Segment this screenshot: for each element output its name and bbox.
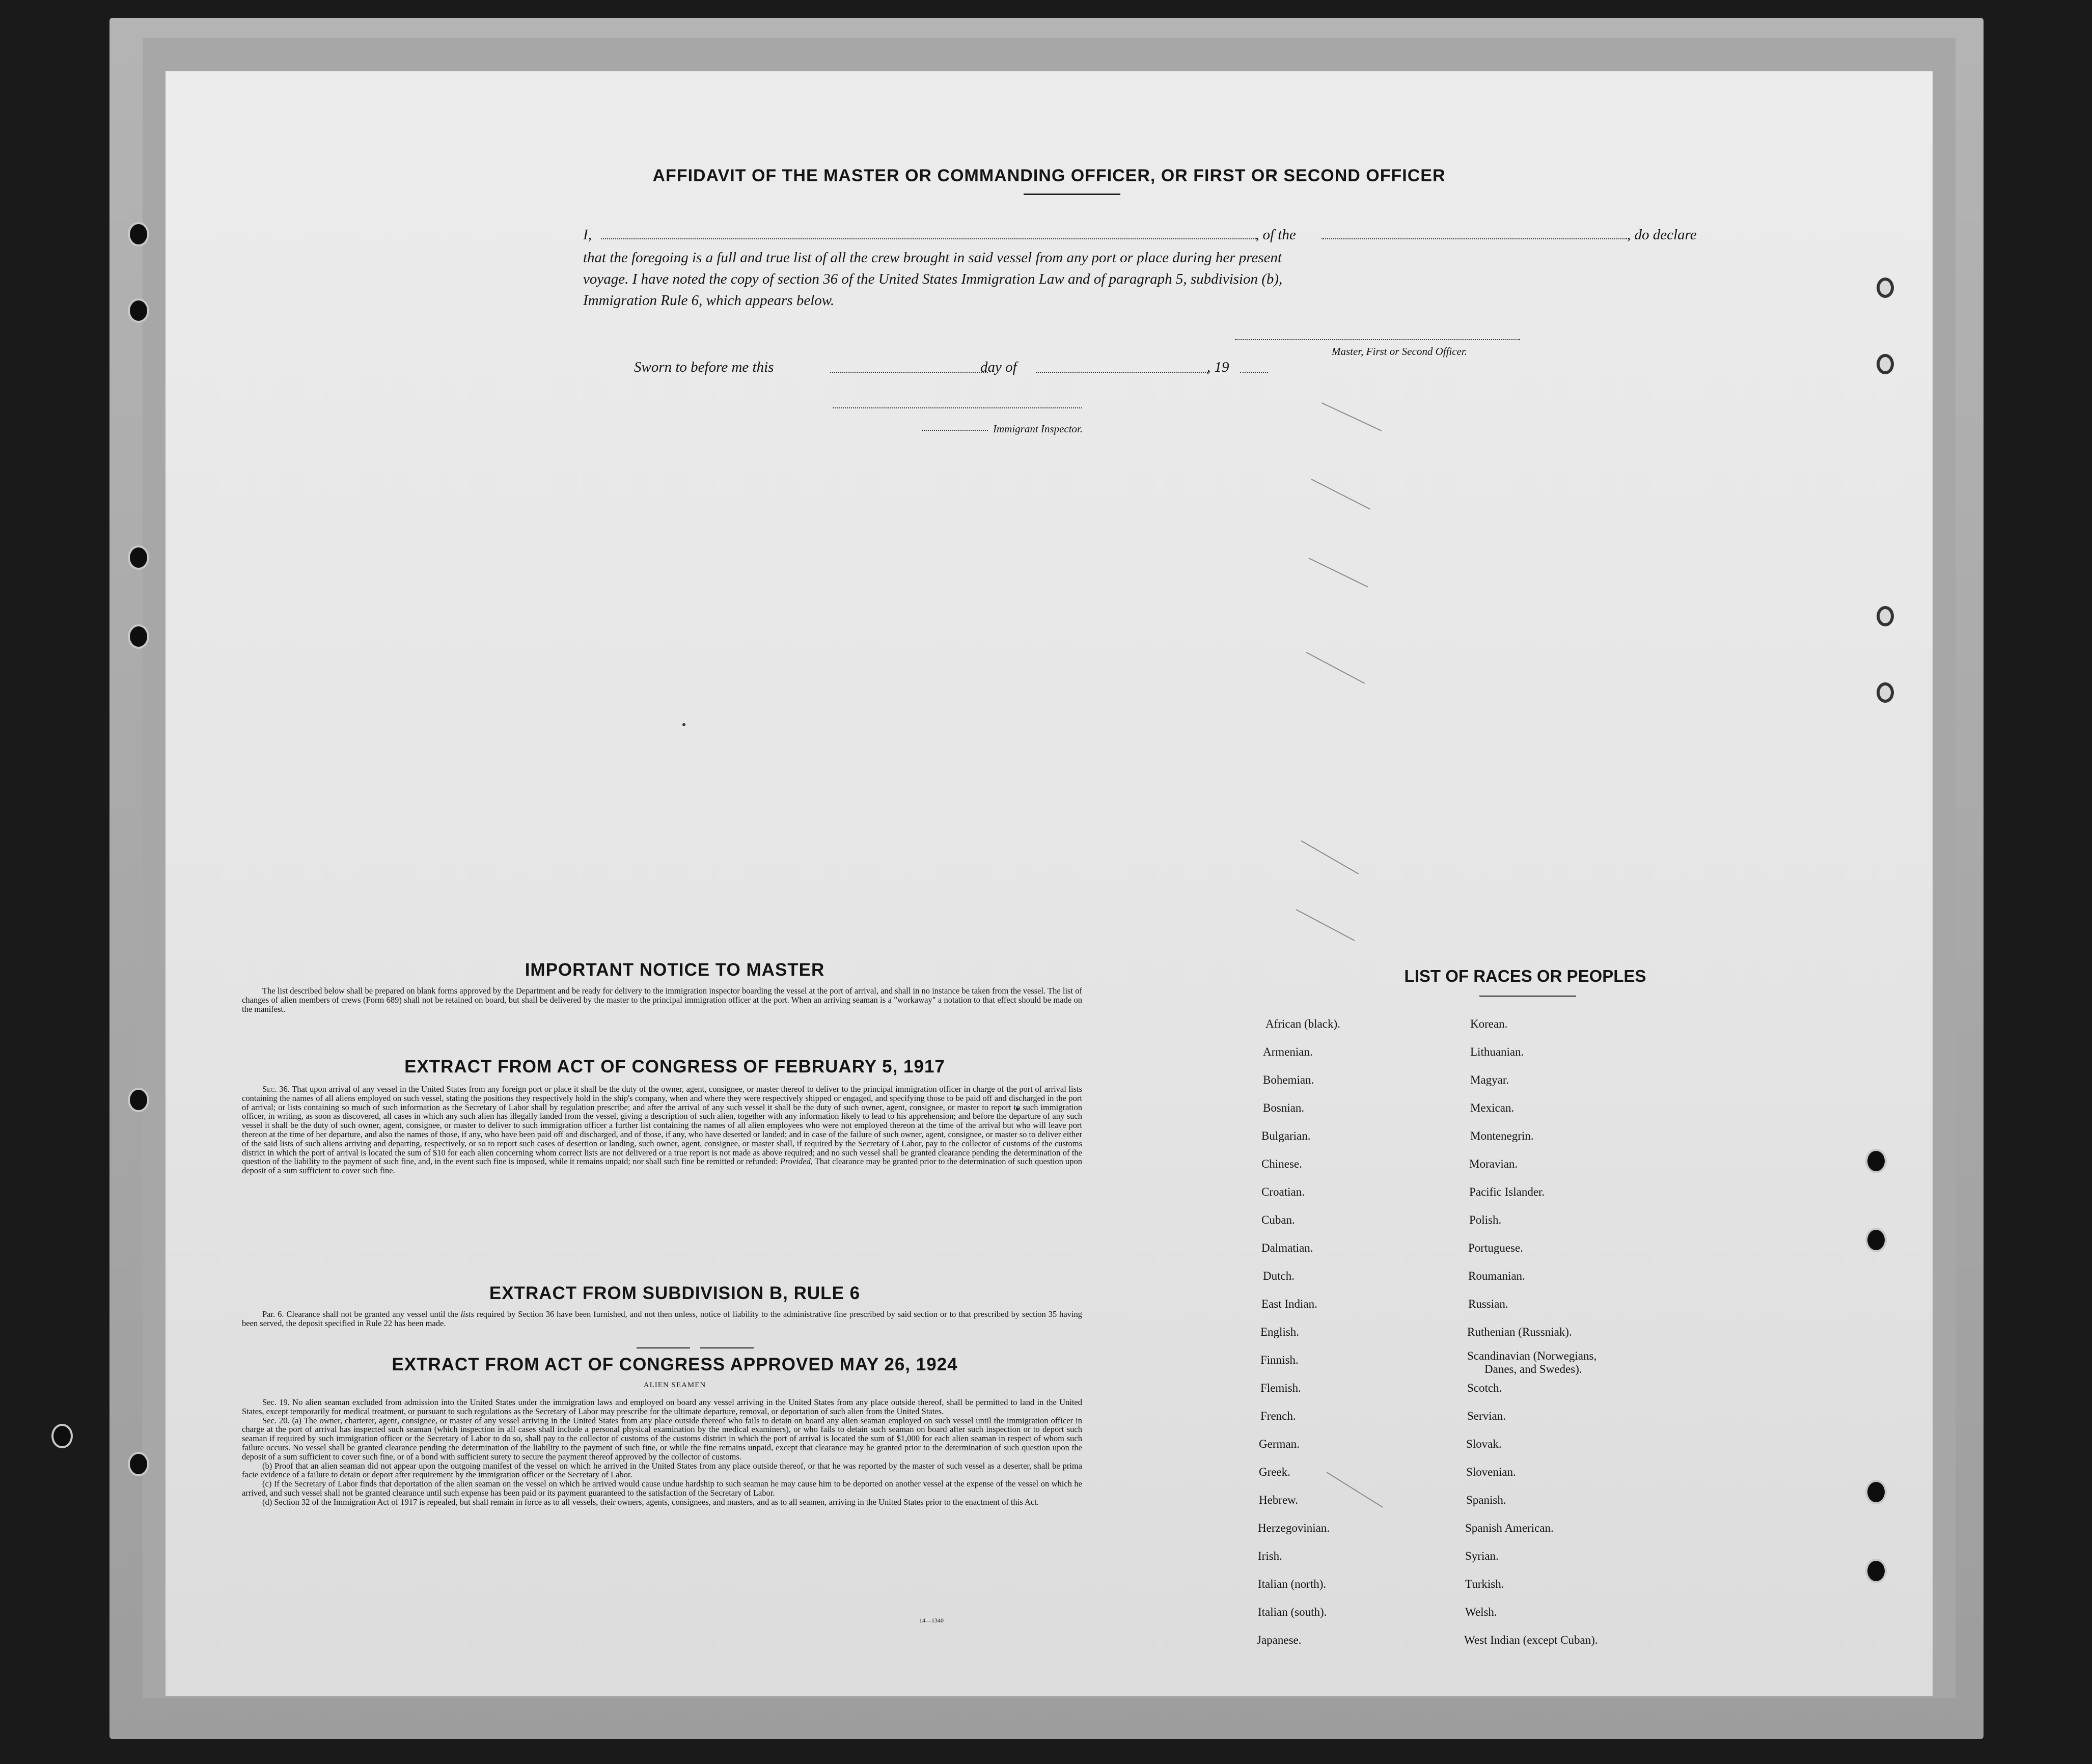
provided-word: Provided, (780, 1156, 813, 1167)
binder-hole (130, 224, 147, 244)
binder-hole (130, 300, 147, 321)
race-item: Welsh. (1465, 1606, 1497, 1618)
alien-seamen-subtitle: ALIEN SEAMEN (643, 1381, 706, 1389)
race-item: Japanese. (1257, 1634, 1302, 1646)
race-item: Portuguese. (1468, 1242, 1523, 1254)
race-item: Cuban. (1261, 1214, 1295, 1226)
race-item: Lithuanian. (1470, 1045, 1524, 1058)
sworn-text: Sworn to before me this (634, 359, 774, 375)
race-item: Korean. (1470, 1017, 1508, 1030)
inspector-label: Immigrant Inspector. (993, 423, 1083, 435)
tick-mark (1322, 402, 1382, 431)
race-item: Montenegrin. (1470, 1129, 1534, 1142)
race-item: Dalmatian. (1261, 1242, 1313, 1254)
tick-mark (1311, 479, 1371, 510)
race-item: Ruthenian (Russniak). (1467, 1326, 1572, 1338)
affidavit-i: I, (583, 227, 592, 243)
races-title: LIST OF RACES OR PEOPLES (1404, 967, 1646, 985)
tick-mark (1306, 652, 1365, 684)
race-item: Slovak. (1466, 1438, 1502, 1450)
sworn-month-blank[interactable] (1036, 372, 1209, 373)
sec-19: Sec. 19. No alien seaman excluded from admission into the United States under the immigration laws and employed on board any vessel arriving in the United States from any place outside thereof, shall be permitted to land in the United States, except temporarily for medical treatment, or pursuant to such regulations as the Secretary of Labor may prescribe for the ultimate departure, removal, or deportation of such alien from the United States. (242, 1397, 1082, 1416)
binder-hole (1867, 1151, 1885, 1171)
notice-text: The list described below shall be prepared on blank forms approved by the Department and be ready for delivery to the immigration inspector boarding the vessel at the port of arrival, and shall in no instance be taken from the vessel. The list of changes of alien members of crews (Form 689) shall not be retained on board, but shall be delivered by the master to the principal immigration officer at the port. When an arriving seaman is a "workaway" a notation to that effect should be made on the manifest. (242, 986, 1082, 1014)
race-item: Russian. (1468, 1298, 1508, 1310)
tick-mark (1309, 558, 1369, 588)
race-item: Armenian. (1263, 1045, 1313, 1058)
binder-hole (1877, 354, 1894, 374)
race-item: German. (1259, 1438, 1300, 1450)
extract-1917-title: EXTRACT FROM ACT OF CONGRESS OF FEBRUARY 5, 1917 (404, 1057, 945, 1077)
binder-hole (1877, 278, 1894, 298)
inspector-signature-line[interactable] (833, 407, 1082, 408)
race-item: Bulgarian. (1261, 1129, 1311, 1142)
binder-hole (1877, 606, 1894, 626)
binder-hole (130, 626, 147, 647)
race-item: West Indian (except Cuban). (1464, 1634, 1598, 1646)
race-item: Finnish. (1260, 1354, 1299, 1366)
tick-mark (1296, 909, 1355, 941)
race-item: Roumanian. (1468, 1270, 1525, 1282)
race-item: Flemish. (1260, 1382, 1301, 1394)
extract-1917-text (242, 1085, 1082, 1175)
race-item: Croatian. (1261, 1186, 1305, 1198)
sec-36-label: Sec. 36. (262, 1084, 290, 1094)
notice-title: IMPORTANT NOTICE TO MASTER (525, 960, 825, 980)
race-item: Chinese. (1261, 1157, 1302, 1170)
race-item: Hebrew. (1259, 1494, 1299, 1506)
extract-1924-text (242, 1398, 1082, 1507)
binder-hole (1867, 1482, 1885, 1502)
binder-hole (130, 1090, 147, 1110)
race-item: French. (1260, 1410, 1296, 1422)
tick-mark (1301, 840, 1359, 874)
race-item: Spanish American. (1465, 1522, 1554, 1534)
race-item: Syrian. (1465, 1550, 1499, 1562)
race-item: Herzegovinian. (1258, 1522, 1330, 1534)
ink-dot (682, 723, 685, 726)
inspector-signature-line-2[interactable] (922, 430, 988, 431)
binder-hole (1867, 1561, 1885, 1581)
race-item: Pacific Islander. (1469, 1186, 1545, 1198)
sworn-year-blank[interactable] (1240, 372, 1268, 373)
race-item: Polish. (1469, 1214, 1502, 1226)
divider-rule (700, 1347, 754, 1348)
race-item: Bohemian. (1263, 1073, 1314, 1086)
master-signature-line[interactable] (1235, 339, 1520, 340)
binder-hole (1877, 682, 1894, 703)
sworn-day-blank[interactable] (830, 372, 988, 373)
extract-rule6-text (242, 1310, 1082, 1328)
race-item: Slovenian. (1466, 1466, 1516, 1478)
sec-20c: (c) If the Secretary of Labor finds that deportation of the alien seaman on the vessel on which he arrived would cause undue hardship to such seaman he may cause him to be deported on another vessel at the expense of the vessel on which he arrived, and such vessel shall not be granted clearance until such expense has been paid or its payment guaranteed to the satisfaction of the Secretary of Labor. (242, 1479, 1082, 1498)
race-item: Danes, and Swedes). (1484, 1363, 1582, 1375)
divider-rule (637, 1347, 690, 1348)
vessel-name-blank[interactable] (1322, 238, 1627, 239)
race-item: Scandinavian (Norwegians, (1467, 1349, 1597, 1362)
manifest-page (166, 71, 1933, 1696)
races-title-underline (1479, 996, 1576, 997)
affidavit-title: AFFIDAVIT OF THE MASTER OR COMMANDING OFFICER, OR FIRST OR SECOND OFFICER (652, 166, 1446, 185)
binder-hole (53, 1426, 71, 1446)
affidavit-body-3: voyage. I have noted the copy of section 36 of the United States Immigration Law and of paragraph 5, subdivision (b), (583, 271, 1283, 287)
affidavit-body-2: that the foregoing is a full and true list of all the crew brought in said vessel from any port or place during her present (583, 250, 1282, 266)
race-item: Dutch. (1263, 1270, 1295, 1282)
race-item: African (black). (1265, 1017, 1340, 1030)
race-item: Spanish. (1466, 1494, 1506, 1506)
binder-hole (130, 547, 147, 568)
race-item: English. (1260, 1326, 1300, 1338)
race-item: Italian (north). (1258, 1578, 1327, 1590)
sec-36-end: That clearance may be granted prior to the determination of such question upon deposit of a sum sufficient to cover such fine. (242, 1156, 1083, 1176)
year-text: , 19 (1207, 359, 1229, 375)
race-item: Magyar. (1470, 1073, 1509, 1086)
rule6-lists: lists (460, 1309, 475, 1319)
sec-20a: Sec. 20. (a) The owner, charterer, agent, consignee, or master of any vessel arriving in the United States from any place outside thereof who fails to detain on board any alien seaman employed on such vessel until the immigration officer in charge at the port of arrival has inspected such seaman (which inspection in all cases shall include a personal physical examination by the medical examiners), or who fails to detain such seaman on board after such inspection or to deport such seaman if required by such immigration officer or the Secretary of Labor to do so, shall pay to the collector of customs of the customs district in which the port of arrival is located the sum of $1,000 for each alien seaman in respect of whom such failure occurs. No vessel shall be granted clearance pending the determination of the liability to the payment of such fine, or while the fine remains unpaid, except that clearance may be granted prior to the determination of such question upon the deposit of a sum sufficient to cover such fine, or of a bond with sufficient surety to secure the payment thereof approved by the collector of customs. (242, 1415, 1082, 1462)
form-number: 14—1340 (919, 1617, 944, 1624)
rule6-text-b: required by Section 36 have been furnished, and not then unless, notice of liability to the administrative fine prescribed by said section or to that prescribed by section 35 having been served, the deposit specified in Rule 22 has been made. (242, 1309, 1083, 1328)
master-signature-label: Master, First or Second Officer. (1332, 345, 1467, 357)
race-item: Bosnian. (1263, 1101, 1305, 1114)
binder-hole (130, 1454, 147, 1474)
rule6-text-a: Par. 6. Clearance shall not be granted any vessel until the (262, 1309, 458, 1319)
race-item: Italian (south). (1258, 1606, 1327, 1618)
race-item: Scotch. (1467, 1382, 1502, 1394)
affidavit-of-the: , of the (1255, 227, 1296, 243)
affidavit-declare: , do declare (1627, 227, 1697, 243)
race-item: Irish. (1258, 1550, 1282, 1562)
race-item: Servian. (1467, 1410, 1506, 1422)
tick-mark (1326, 1472, 1383, 1508)
sec-36-body: That upon arrival of any vessel in the United States from any foreign port or place it shall be the duty of the owner, agent, consignee, or master thereof to deliver to the principal immigration officer in charge of the port of arrival lists containing the names of all aliens employed on such vessel, stating the positions they respectively hold in the ship's company, when and where they were respectively shipped or engaged, and specifying those to be paid off and discharged in the port of arrival; or lists containing so much of such information as the Secretary of Labor shall by regulation prescribe; and after the arrival of any such vessel it shall be the duty of such owner, agent, consignee, or master to report to such immigration officer, in writing, as soon as discovered, all cases in which any such alien has illegally landed from the vessel, giving a description of such alien, together with any information likely to lead to his apprehension; and before the departure of any such vessel it shall be the duty of such owner, agent, consignee, or master to deliver to such immigration officer a further list containing the names of all alien employees who were not employed thereon at the time of the arrival but who will leave port thereon at the time of her departure, and also the names of those, if any, who have been paid off and discharged, and of those, if any, who have deserted or landed; and in case of the failure of such owner, agent, consignee, or master so to deliver either of the said lists of such aliens arriving and departing, respectively, or so to report such cases of desertion or landing, such owner, agent, consignee, or master shall, if required by the Secretary of Labor, pay to the collector of customs of the customs district in which the port of arrival is located the sum of $10 for each alien concerning whom correct lists are not delivered or a true report is not made as above required; and no such vessel shall be granted clearance pending the determination of the question of the liability to the payment of such fine, and, in the event such fine is imposed, while it remains unpaid; nor shall such fine be remitted or refunded: (242, 1084, 1083, 1167)
day-of-text: day of (980, 359, 1017, 375)
sec-20b: (b) Proof that an alien seaman did not appear upon the outgoing manifest of the vessel on which he arrived in the United States from any place outside thereof, or that he was reported by the master of such vessel as a deserter, shall be prima facie evidence of a failure to detain or deport after requirement by the immigration officer or the Secretary of Labor. (242, 1460, 1082, 1480)
affidavit-body-4: Immigration Rule 6, which appears below. (583, 292, 835, 309)
sec-20d: (d) Section 32 of the Immigration Act of 1917 is repealed, but shall remain in force as to all vessels, their owners, agents, consignees, and masters, and as to all seamen, arriving in the United States prior to the enactment of this Act. (262, 1497, 1039, 1507)
title-underline (1024, 194, 1120, 195)
race-item: Greek. (1259, 1466, 1290, 1478)
binder-hole (1867, 1230, 1885, 1250)
race-item: East Indian. (1261, 1298, 1317, 1310)
race-item: Turkish. (1465, 1578, 1504, 1590)
master-name-blank[interactable] (601, 238, 1258, 239)
race-item: Moravian. (1469, 1157, 1518, 1170)
extract-rule6-title: EXTRACT FROM SUBDIVISION B, RULE 6 (489, 1283, 861, 1303)
race-item: Mexican. (1470, 1101, 1515, 1114)
extract-1924-title: EXTRACT FROM ACT OF CONGRESS APPROVED MAY 26, 1924 (392, 1355, 958, 1374)
